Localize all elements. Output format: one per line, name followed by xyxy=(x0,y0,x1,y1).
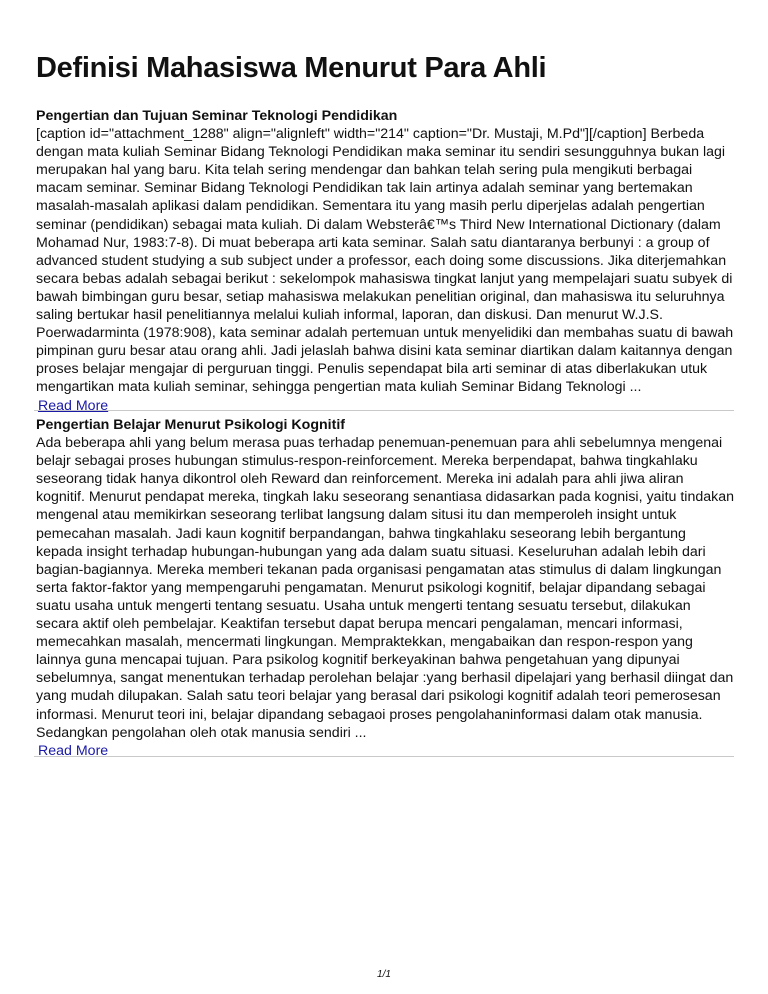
read-more-link[interactable]: Read More xyxy=(38,742,109,759)
article-title: Pengertian Belajar Menurut Psikologi Kognitif xyxy=(36,417,346,433)
article-divider xyxy=(34,410,734,411)
page-title: Definisi Mahasiswa Menurut Para Ahli xyxy=(36,52,547,84)
article-seminar-teknologi xyxy=(36,107,736,415)
page-number: 1/1 xyxy=(377,969,391,980)
article-divider xyxy=(34,756,734,757)
article-body: Ada beberapa ahli yang belum merasa puas terhadap penemuan-penemuan para ahli sebelumnya mengenai belajr sebagai proses hubungan stimulus-respon-reinforcement. Mereka berpendapat, bahwa tingkahlaku seseorang tidak hanya dikontrol oleh Reward dan reinforcement. Mereka ini adalah para ahli jiwa aliran kognitif. Menurut pendapat mereka, tingkah laku seseorang senantiasa didasarkan pada kognisi, yaitu tindakan mengenal atau memikirkan seseorang terlibat langsung dalam situsi itu dan memperoleh insight untuk pemecahan masalah. Jadi kaun kognitif berpandangan, bahwa tingkahlaku seseorang lebih bergantung kepada insight terhadap hubungan-hubungan yang ada dalam suatu situasi. Keseluruhan adalah lebih dari bagian-bagiannya. Mereka memberi tekanan pada organisasi pengamatan atas stimulus di dalam lingkungan serta faktor-faktor yang mempengaruhi pengamatan. Menurut psikologi kognitif, belajar dipandang sebagai suatu usaha untuk mengerti tentang sesuatu. Usaha untuk mengerti tentang sesuatu tersebut, dilakukan secara aktif oleh pembelajar. Keaktifan tersebut dapat berupa mencari pengalaman, mencari informasi, memecahkan masalah, mencermati lingkungan. Mempraktekkan, mengabaikan dan respon-respon yang lainnya guna mencapai tujuan. Para psikolog kognitif berkeyakinan bahwa pengetahuan yang dipunyai sebelumnya, sangat menentukan terhadap perolehan belajar :yang berhasil dipelajari yang berhasil diingat dan yang mudah dilupakan. Salah satu teori belajar yang berasal dari psikologi kognitif adalah teori pemerosesan informasi. Menurut teori ini, belajar dipandang sebagaoi proses pengolahaninformasi dalam otak manusia. Sedangkan pengolahan oleh otak manusia sendiri ... xyxy=(36,435,735,741)
read-more-link[interactable]: Read More xyxy=(38,397,109,414)
article-title: Pengertian dan Tujuan Seminar Teknologi Pendidikan xyxy=(36,108,398,124)
article-psikologi-kognitif xyxy=(36,416,736,760)
article-body: [caption id="attachment_1288" align="alignleft" width="214" caption="Dr. Mustaji, M.Pd"][/caption] Berbeda dengan mata kuliah Seminar Bidang Teknologi Pendidikan maka seminar itu sendiri sesungguhnya bukan lagi merupakan hal yang baru. Kita telah sering mendengar dan bahkan telah sering pula mengikuti berbagai macam seminar. Seminar Bidang Teknologi Pendidikan tak lain artinya adalah seminar yang bertemakan masalah-masalah aplikasi dalam pendidikan. Sementara itu yang masih perlu diperjelas adalah pengertian seminar (pendidikan) sebagai mata kuliah. Di dalam Websterâ€™s Third New International Dictionary (dalam Mohamad Nur, 1983:7-8). Di muat beberapa arti kata seminar. Salah satu diantaranya berbunyi : a group of advanced student studying a sub subject under a professor, each doing some discussions. Jika diterjemahkan secara bebas adalah sebagai berikut : sekelompok mahasiswa tingkat lanjut yang mempelajari suatu subyek di bawah bimbingan guru besar, setiap mahasiswa melakukan penelitian original, dan mahasiswa itu seluruhnya saling bertukar hasil penelitiannya melalui kuliah informal, laporan, dan diskusi. Dan menurut W.J.S. Poerwadarminta (1978:908), kata seminar adalah pertemuan untuk menyelidiki dan membahas suatu di bawah pimpinan guru besar atau orang ahli. Jadi jelaslah bahwa disini kata seminar diartikan dalam kaitannya dengan proses belajar mengajar di perguruan tinggi. Penulis sependapat bila arti seminar di atas diberlakukan utuk mengartikan mata kuliah seminar, sehingga pengertian mata kuliah Seminar Bidang Teknologi ... xyxy=(36,126,734,396)
